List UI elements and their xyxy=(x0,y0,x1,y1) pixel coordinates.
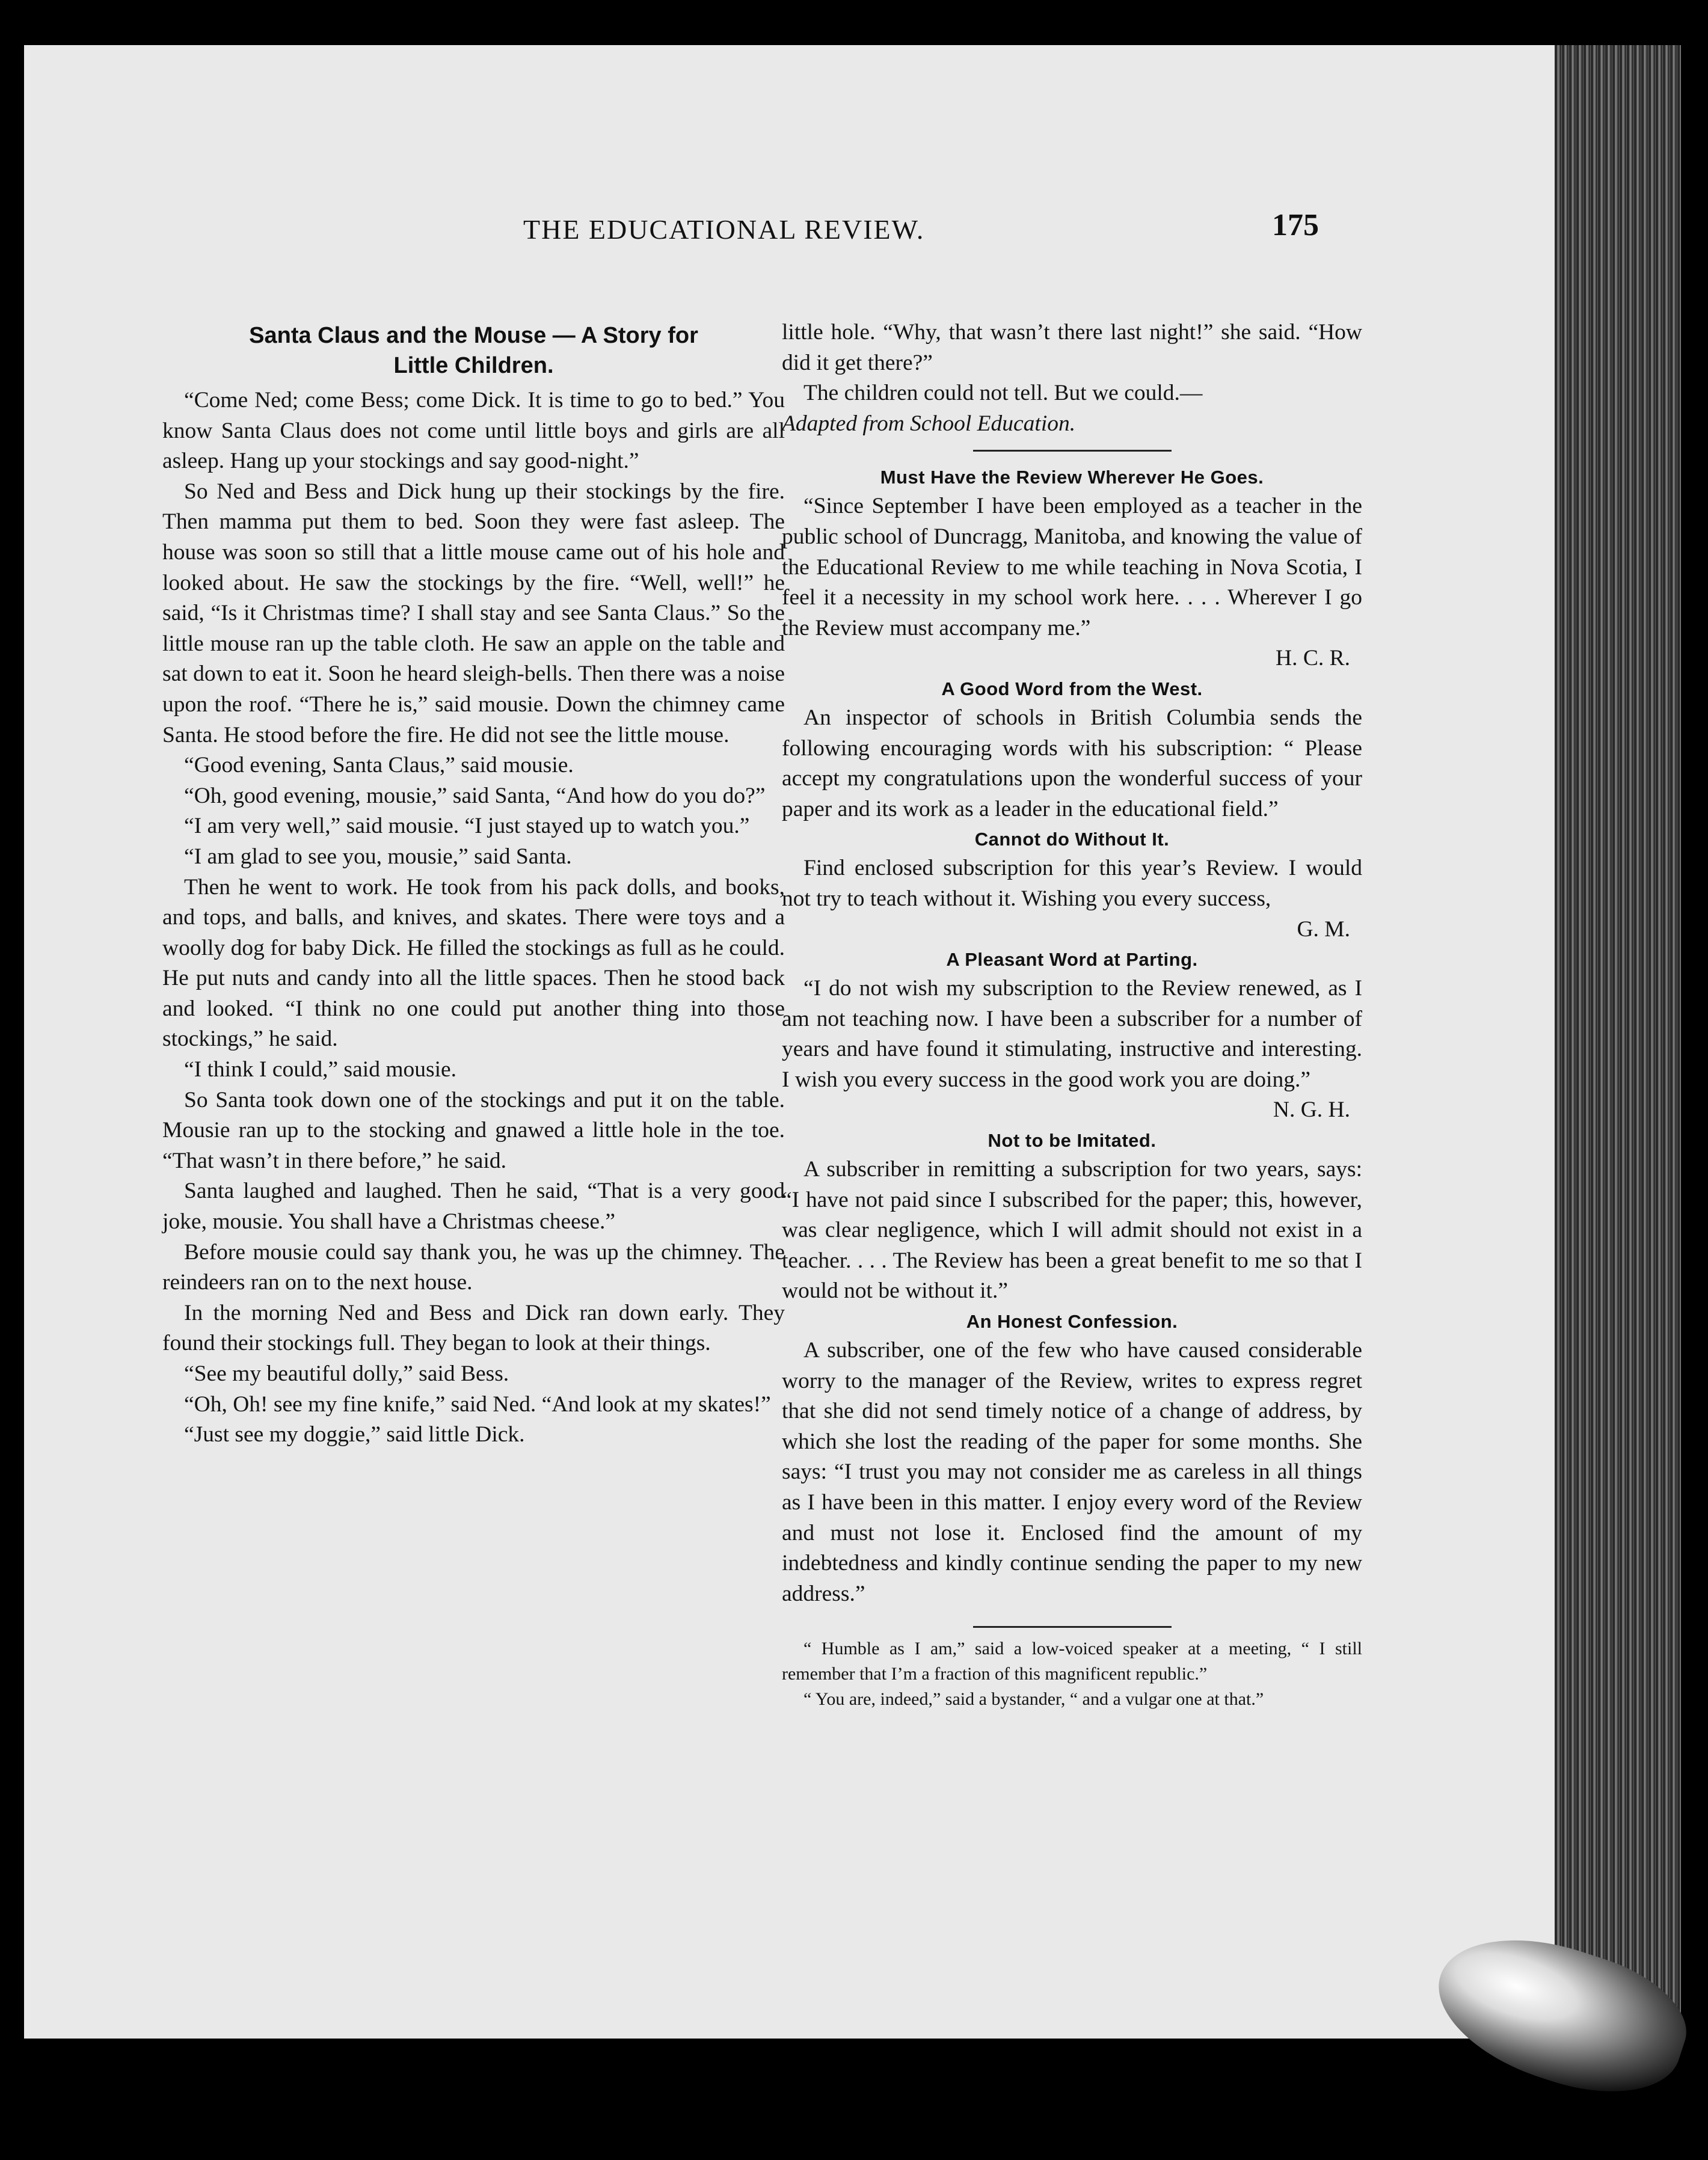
section-rule xyxy=(973,450,1172,452)
section-signature: G. M. xyxy=(1297,916,1350,942)
left-column xyxy=(162,321,785,1450)
section-body: A subscriber in remitting a subscription for two years, says: “I have not paid since I subscribed for the paper; this, however, was clear negligence, which I will admit should not exist in a teacher. . . . The Review has been a great benefit to me so that I would not be without it.” xyxy=(782,1157,1362,1304)
book-edge xyxy=(1555,45,1681,2030)
story-paragraph: “I am glad to see you, mousie,” said Santa. xyxy=(184,844,572,869)
story-title xyxy=(162,321,785,381)
right-column xyxy=(782,318,1362,1712)
section-body: Find enclosed subscription for this year’s Review. I would not try to teach without it. Wishing you every success, xyxy=(782,856,1362,911)
section-body: An inspector of schools in British Columbia sends the following encouraging words with his subscription: “ Please accept my congratulations upon the wonderful success of your paper and its work as a leader in the educational field.” xyxy=(782,705,1362,821)
footnote: “ You are, indeed,” said a bystander, “ and a vulgar one at that.” xyxy=(803,1689,1264,1710)
section-signature: N. G. H. xyxy=(1273,1097,1350,1123)
story-paragraph: So Santa took down one of the stockings and put it on the table. Mousie ran up to the stocking and gnawed a little hole in the toe. “That wasn’t in there before,” he said. xyxy=(162,1087,785,1173)
story-continuation: little hole. “Why, that wasn’t there last night!” she said. “How did it get there?” xyxy=(782,320,1362,375)
story-paragraph: “I think I could,” said mousie. xyxy=(184,1057,457,1082)
story-ending: The children could not tell. But we could.— xyxy=(803,381,1203,406)
story-paragraph: “Come Ned; come Bess; come Dick. It is time to go to bed.” You know Santa Claus does not come until little boys and girls are all asleep. Hang up your stockings and say good-night.” xyxy=(162,388,785,474)
story-paragraph: “Just see my doggie,” said little Dick. xyxy=(184,1422,525,1447)
book-page xyxy=(24,45,1555,2039)
section-body: A subscriber, one of the few who have caused considerable worry to the manager of the Review, writes to express regret that she did not send timely notice of a change of address, by which she lost the reading of the paper for some months. She says: “I trust you may not consider me as careless in all things as I have been in this matter. I enjoy every word of the Review and must not lose it. Enclosed find the amount of my indebtedness and kindly continue sending the paper to my new address.” xyxy=(782,1338,1362,1606)
story-paragraph: “I am very well,” said mousie. “I just stayed up to watch you.” xyxy=(184,814,750,839)
footnote: “ Humble as I am,” said a low-voiced speaker at a meeting, “ I still remember that I’m a fraction of this magnificent republic.” xyxy=(782,1639,1362,1684)
story-paragraph: “Good evening, Santa Claus,” said mousie. xyxy=(184,753,574,778)
section-body: “I do not wish my subscription to the Review renewed, as I am not teaching now. I have been a subscriber for a number of years and have found it stimulating, instructive and interesting. I wish you every success in the good work you are doing.” xyxy=(782,976,1362,1092)
section-heading: Must Have the Review Wherever He Goes. xyxy=(880,467,1264,488)
story-paragraph: “Oh, good evening, mousie,” said Santa, “And how do you do?” xyxy=(184,783,766,808)
story-paragraph: “See my beautiful dolly,” said Bess. xyxy=(184,1361,509,1386)
section-heading: A Pleasant Word at Parting. xyxy=(946,949,1198,971)
journal-title: THE EDUCATIONAL REVIEW. xyxy=(523,214,925,245)
story-paragraph: So Ned and Bess and Dick hung up their stockings by the fire. Then mamma put them to bed. Soon they were fast asleep. The house was soon so still that a little mouse came out of his hole and looked about. He saw the stockings by the fire. “Well, well!” he said, “Is it Christmas time? I shall stay and see Santa Claus.” So the little mouse ran up the table cloth. He saw an apple on the table and sat down to eat it. Soon he heard sleigh-bells. Then there was a noise upon the roof. “There he is,” said mousie. Down the chimney came Santa. He stood before the fire. He did not see the little mouse. xyxy=(162,479,785,747)
page-number: 175 xyxy=(1272,208,1319,242)
story-paragraph: Then he went to work. He took from his pack dolls, and books, and tops, and balls, and knives, and skates. There were toys and a woolly dog for baby Dick. He filled the stockings as full as he could. He put nuts and candy into all the little spaces. Then he stood back and looked. “I think no one could put another thing into those stockings,” he said. xyxy=(162,874,785,1052)
story-title-line-1: Santa Claus and the Mouse — A Story for xyxy=(249,323,698,348)
story-source: Adapted from School Education. xyxy=(782,411,1076,436)
story-paragraph: Before mousie could say thank you, he was up the chimney. The reindeers ran on to the next house. xyxy=(162,1239,785,1295)
section-heading: Not to be Imitated. xyxy=(988,1130,1157,1152)
story-paragraph: Santa laughed and laughed. Then he said, “That is a very good joke, mousie. You shall have a Christmas cheese.” xyxy=(162,1179,785,1235)
section-heading: Cannot do Without It. xyxy=(974,829,1170,850)
story-paragraph: In the morning Ned and Bess and Dick ran down early. They found their stockings full. They began to look at their things. xyxy=(162,1300,785,1356)
story-title-line-2: Little Children. xyxy=(393,353,554,378)
section-body: “Since September I have been employed as a teacher in the public school of Duncragg, Manitoba, and knowing the value of the Educational Review to me while teaching in Nova Scotia, I feel it a necessity in my school work here. . . . Wherever I go the Review must accompany me.” xyxy=(782,494,1362,640)
section-heading: A Good Word from the West. xyxy=(941,678,1203,699)
section-signature: H. C. R. xyxy=(1276,646,1350,671)
section-heading: An Honest Confession. xyxy=(966,1311,1178,1333)
story-paragraph: “Oh, Oh! see my fine knife,” said Ned. “And look at my skates!” xyxy=(184,1391,771,1417)
footnote-rule xyxy=(973,1626,1172,1628)
